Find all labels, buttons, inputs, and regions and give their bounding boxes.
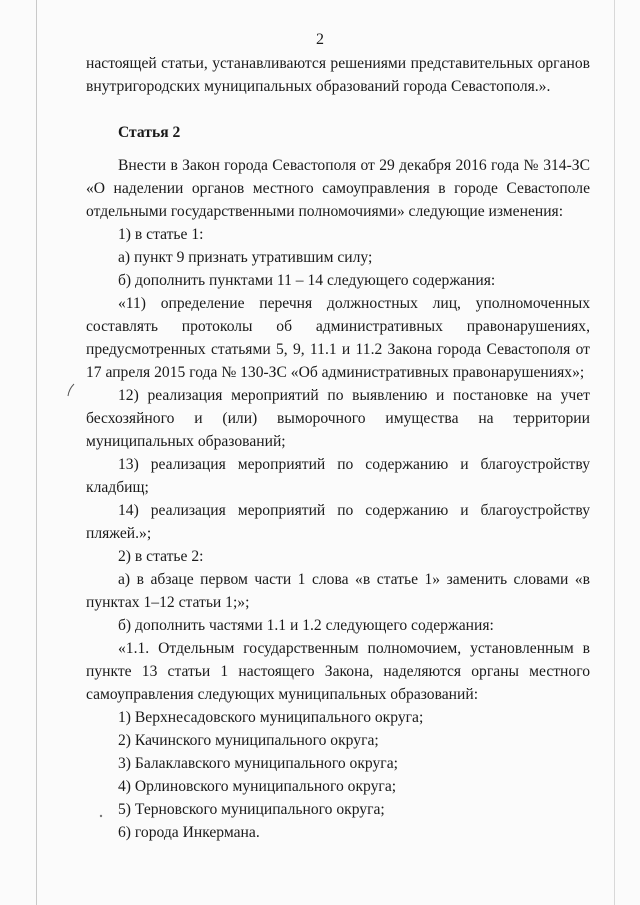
document-body — [86, 52, 590, 844]
municipality-2: 2) Качинского муниципального округа; — [118, 732, 379, 749]
item-1b: б) дополнить пунктами 11 – 14 следующего содержания: — [118, 272, 496, 289]
item-1-1: «1.1. Отдельным государственным полномочием, установленным в пункте 13 статьи 1 настоящего Закона, наделяются органы местного самоуправления следующих муниципальных образований: — [86, 640, 590, 703]
municipality-6: 6) города Инкермана. — [118, 824, 260, 841]
municipality-5: 5) Терновского муниципального округа; — [118, 801, 385, 818]
item-1a: а) пункт 9 признать утратившим силу; — [118, 249, 373, 266]
scan-edge-right — [614, 0, 615, 905]
item-12: 12) реализация мероприятий по выявлению и постановке на учет бесхозяйного и (или) выморочного имущества на территории муниципальных образований; — [86, 387, 590, 450]
municipality-1: 1) Верхнесадовского муниципального округа; — [118, 709, 424, 726]
municipality-4: 4) Орлиновского муниципального округа; — [118, 778, 397, 795]
item-2a: а) в абзаце первом части 1 слова «в статье 1» заменить словами «в пунктах 1–12 статьи 1;»; — [86, 571, 590, 611]
item-14: 14) реализация мероприятий по содержанию и благоустройству пляжей.»; — [86, 502, 590, 542]
continuation-paragraph: настоящей статьи, устанавливаются решениями представительных органов внутригородских муниципальных образований города Севастополя.». — [86, 55, 590, 95]
item-11: «11) определение перечня должностных лиц, уполномоченных составлять протоколы об административных правонарушениях, предусмотренных статьями 5, 9, 11.1 и 11.2 Закона города Севастополя от 17 апреля 2015 года № 130-ЗС «Об административных правонарушениях»; — [86, 295, 590, 381]
item-1: 1) в статье 1: — [118, 226, 204, 243]
item-2: 2) в статье 2: — [118, 548, 204, 565]
pen-mark — [66, 383, 76, 402]
pen-dot — [98, 808, 104, 823]
municipality-3: 3) Балаклавского муниципального округа; — [118, 755, 398, 772]
item-13: 13) реализация мероприятий по содержанию и благоустройству кладбищ; — [86, 456, 590, 496]
article-heading: Статья 2 — [118, 124, 181, 141]
page-number: 2 — [316, 31, 324, 48]
scan-edge-left — [36, 0, 37, 905]
intro-paragraph: Внести в Закон города Севастополя от 29 декабря 2016 года № 314-ЗС «О наделении органов местного самоуправления в городе Севастополе отдельными государственными полномочиями» следующие изменения: — [86, 157, 590, 220]
item-2b: б) дополнить частями 1.1 и 1.2 следующего содержания: — [118, 617, 494, 634]
